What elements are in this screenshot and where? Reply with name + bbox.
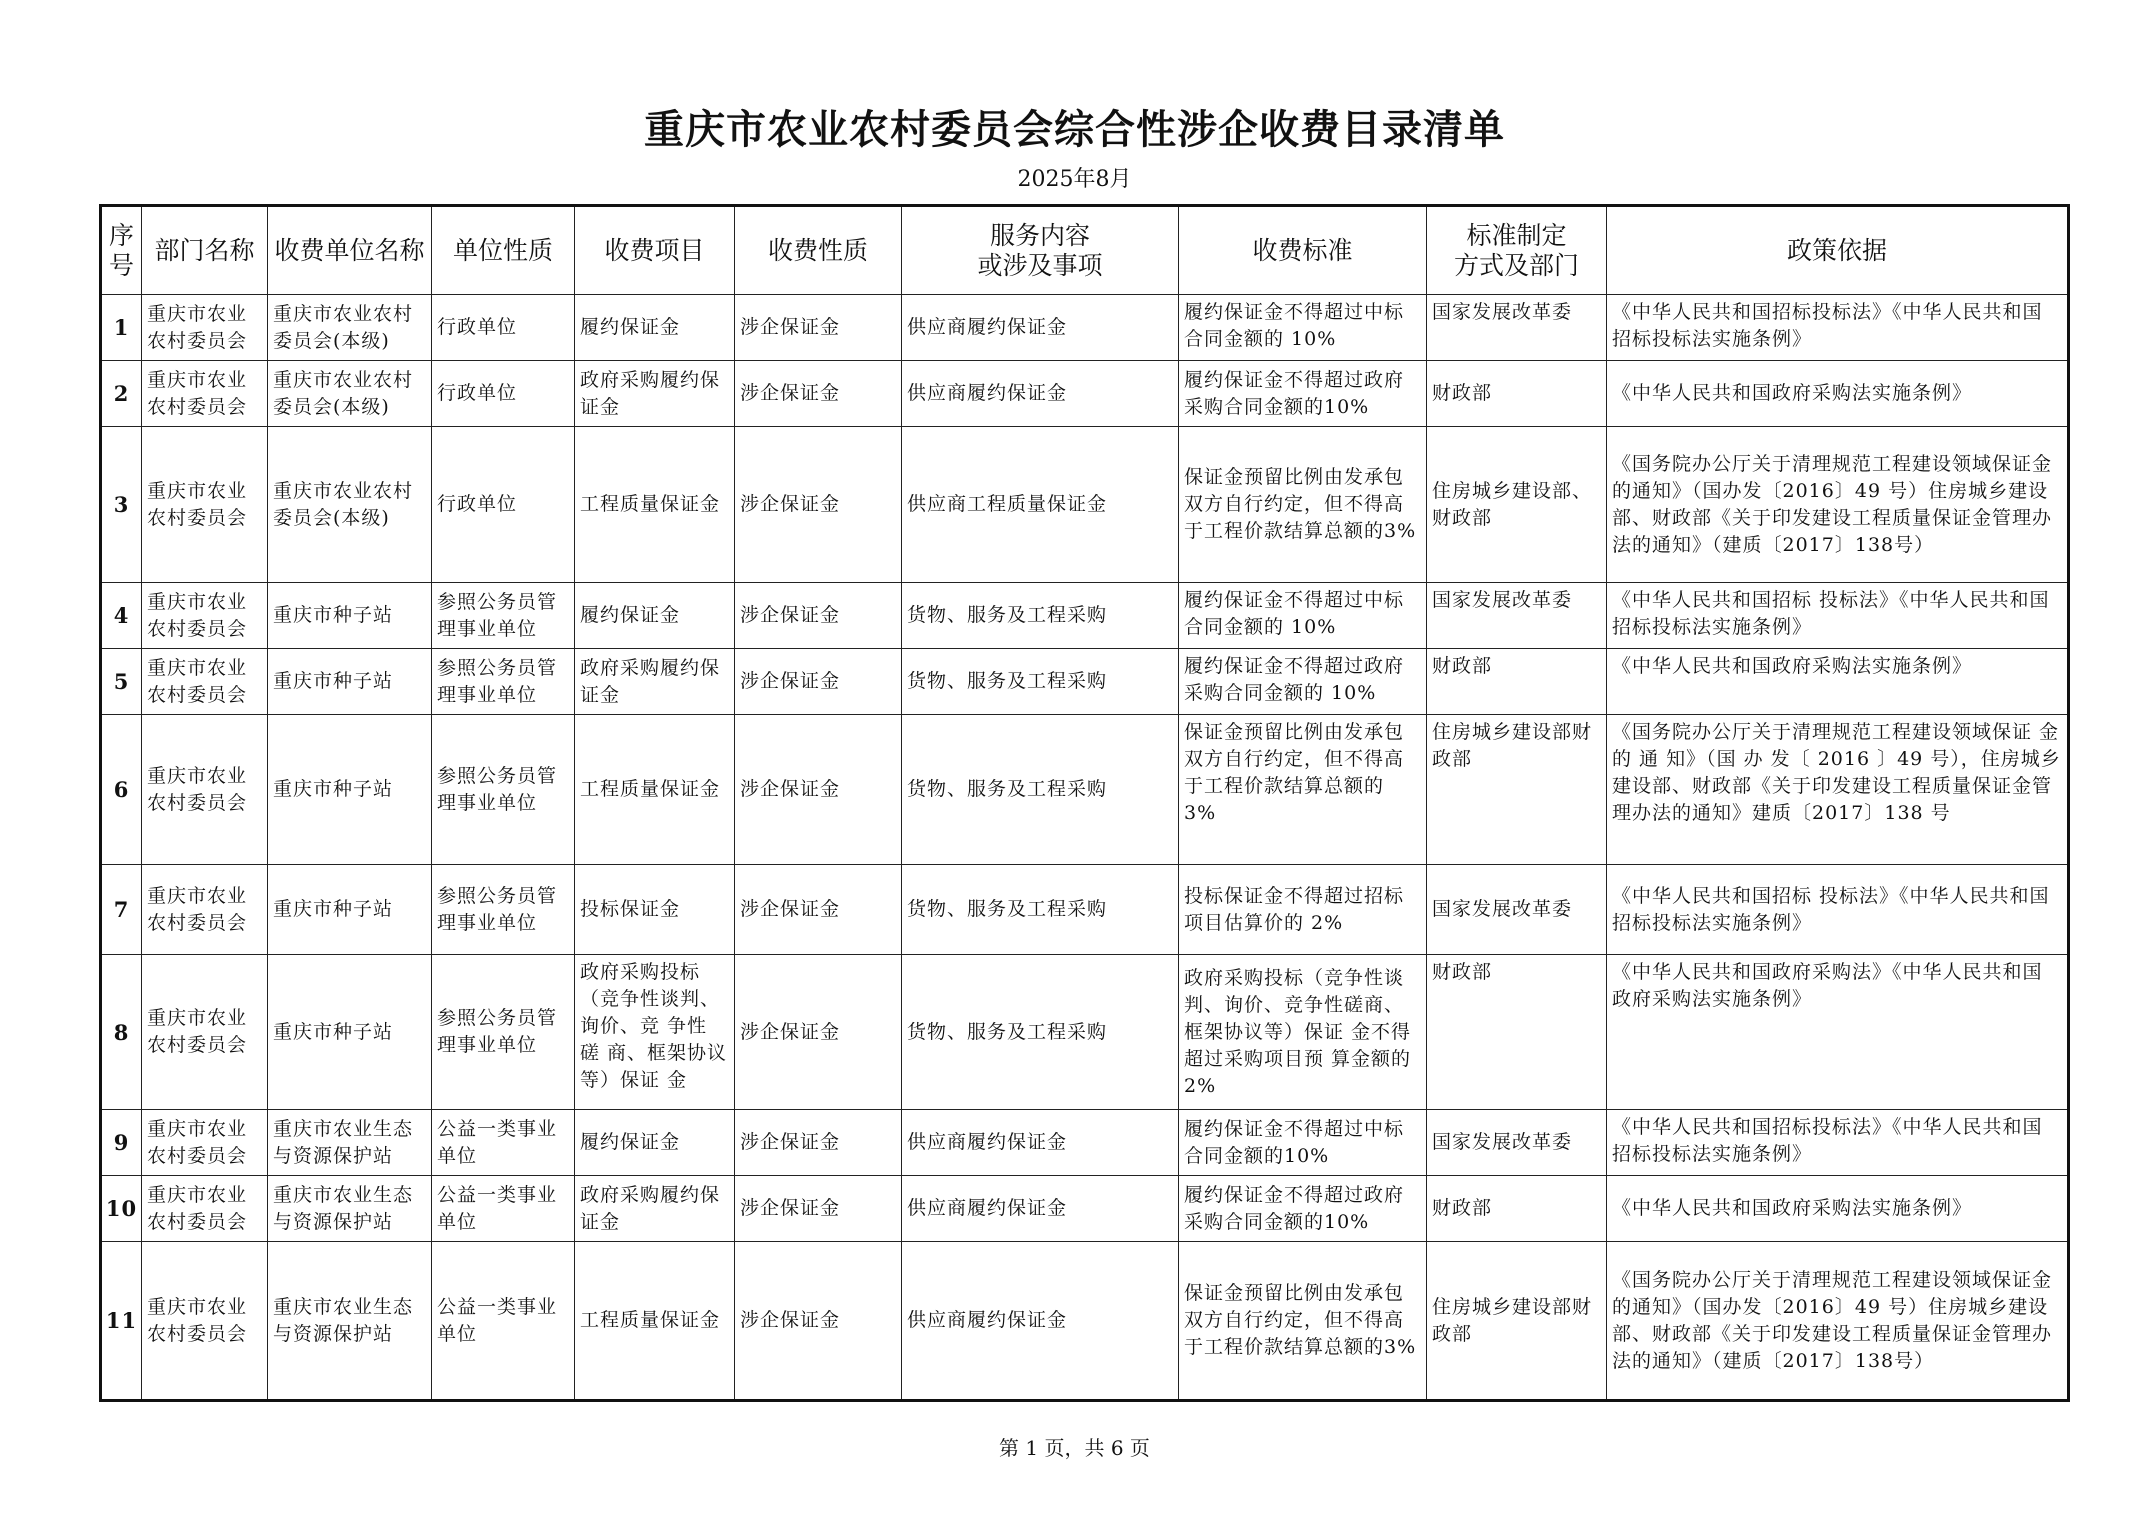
cell-service: 供应商工程质量保证金	[902, 427, 1179, 583]
cell-fee-item: 履约保证金	[575, 1110, 735, 1176]
cell-unit: 重庆市农业生态与资源保护站	[268, 1176, 432, 1242]
cell-unit-nature: 公益一类事业单位	[432, 1110, 575, 1176]
cell-department: 重庆市农业农村委员会	[142, 955, 268, 1110]
cell-maker: 住房城乡建设部财政部	[1427, 1242, 1607, 1401]
cell-index: 9	[101, 1110, 142, 1176]
cell-fee-item: 工程质量保证金	[575, 427, 735, 583]
cell-unit-nature: 参照公务员管理事业单位	[432, 649, 575, 715]
cell-unit: 重庆市农业生态与资源保护站	[268, 1110, 432, 1176]
cell-department: 重庆市农业农村委员会	[142, 295, 268, 361]
cell-maker: 国家发展改革委	[1427, 1110, 1607, 1176]
header-standard: 收费标准	[1179, 206, 1427, 295]
cell-index: 3	[101, 427, 142, 583]
cell-policy: 《中华人民共和国招标投标法》《中华人民共和国招标投标法实施条例》	[1607, 295, 2069, 361]
table-row	[101, 1110, 2069, 1176]
cell-fee-nature: 涉企保证金	[735, 1242, 902, 1401]
cell-maker: 财政部	[1427, 955, 1607, 1110]
cell-unit-nature: 公益一类事业单位	[432, 1242, 575, 1401]
cell-fee-item: 履约保证金	[575, 583, 735, 649]
header-index: 序 号	[101, 206, 142, 295]
cell-unit: 重庆市农业农村委员会(本级)	[268, 295, 432, 361]
cell-index: 2	[101, 361, 142, 427]
cell-standard: 履约保证金不得超过中标合同金额的 10%	[1179, 583, 1427, 649]
cell-standard: 投标保证金不得超过招标项目估算价的 2%	[1179, 865, 1427, 955]
table-header-row	[101, 206, 2069, 295]
cell-service: 货物、服务及工程采购	[902, 715, 1179, 865]
cell-index: 7	[101, 865, 142, 955]
cell-index: 4	[101, 583, 142, 649]
header-policy: 政策依据	[1607, 206, 2069, 295]
table-row	[101, 649, 2069, 715]
cell-service: 供应商履约保证金	[902, 295, 1179, 361]
cell-department: 重庆市农业农村委员会	[142, 865, 268, 955]
cell-fee-item: 政府采购投标（竞争性谈判、询价、竞 争性 磋 商、框架协议等）保证 金	[575, 955, 735, 1110]
table-row	[101, 715, 2069, 865]
cell-fee-nature: 涉企保证金	[735, 361, 902, 427]
cell-service: 货物、服务及工程采购	[902, 649, 1179, 715]
cell-policy: 《国务院办公厅关于清理规范工程建设领域保证 金 的 通 知》（国 办 发〔 2016 〕49 号），住房城乡建设部、财政部《关于印发建设工程质量保证金管理办法的通知》建质〔2017〕138 号	[1607, 715, 2069, 865]
cell-index: 5	[101, 649, 142, 715]
cell-unit: 重庆市种子站	[268, 649, 432, 715]
cell-fee-nature: 涉企保证金	[735, 955, 902, 1110]
cell-fee-item: 政府采购履约保证金	[575, 1176, 735, 1242]
cell-service: 货物、服务及工程采购	[902, 955, 1179, 1110]
table-row	[101, 1176, 2069, 1242]
cell-unit-nature: 行政单位	[432, 295, 575, 361]
cell-maker: 住房城乡建设部、财政部	[1427, 427, 1607, 583]
cell-unit: 重庆市农业农村委员会(本级)	[268, 427, 432, 583]
cell-fee-nature: 涉企保证金	[735, 649, 902, 715]
cell-unit-nature: 参照公务员管理事业单位	[432, 583, 575, 649]
table-row	[101, 955, 2069, 1110]
cell-policy: 《中华人民共和国政府采购法实施条例》	[1607, 1176, 2069, 1242]
cell-service: 供应商履约保证金	[902, 1110, 1179, 1176]
cell-policy: 《国务院办公厅关于清理规范工程建设领域保证金的通知》（国办发〔2016〕49 号）住房城乡建设部、财政部《关于印发建设工程质量保证金管理办法的通知》（建质〔2017〕138号）	[1607, 1242, 2069, 1401]
cell-fee-item: 工程质量保证金	[575, 1242, 735, 1401]
cell-unit-nature: 参照公务员管理事业单位	[432, 715, 575, 865]
cell-maker: 国家发展改革委	[1427, 583, 1607, 649]
cell-fee-nature: 涉企保证金	[735, 295, 902, 361]
table-row	[101, 865, 2069, 955]
cell-service: 供应商履约保证金	[902, 361, 1179, 427]
cell-standard: 履约保证金不得超过中标合同金额的10%	[1179, 1110, 1427, 1176]
cell-unit: 重庆市农业生态与资源保护站	[268, 1242, 432, 1401]
table-row	[101, 295, 2069, 361]
cell-department: 重庆市农业农村委员会	[142, 583, 268, 649]
cell-policy: 《中华人民共和国招标投标法》《中华人民共和国招标投标法实施条例》	[1607, 1110, 2069, 1176]
cell-index: 11	[101, 1242, 142, 1401]
cell-unit-nature: 参照公务员管理事业单位	[432, 865, 575, 955]
fee-catalog-table	[99, 204, 2070, 1402]
cell-policy: 《中华人民共和国政府采购法实施条例》	[1607, 361, 2069, 427]
cell-fee-nature: 涉企保证金	[735, 583, 902, 649]
cell-fee-nature: 涉企保证金	[735, 865, 902, 955]
cell-standard: 履约保证金不得超过政府采购合同金额的 10%	[1179, 649, 1427, 715]
table-row	[101, 1242, 2069, 1401]
cell-index: 10	[101, 1176, 142, 1242]
cell-unit-nature: 行政单位	[432, 427, 575, 583]
cell-service: 供应商履约保证金	[902, 1176, 1179, 1242]
cell-department: 重庆市农业农村委员会	[142, 1110, 268, 1176]
header-unit: 收费单位名称	[268, 206, 432, 295]
cell-index: 6	[101, 715, 142, 865]
cell-service: 货物、服务及工程采购	[902, 583, 1179, 649]
cell-standard: 保证金预留比例由发承包双方自行约定，但不得高于工程价款结算总额的3%	[1179, 1242, 1427, 1401]
cell-unit: 重庆市种子站	[268, 865, 432, 955]
cell-fee-nature: 涉企保证金	[735, 427, 902, 583]
cell-standard: 履约保证金不得超过中标合同金额的 10%	[1179, 295, 1427, 361]
cell-fee-item: 政府采购履约保证金	[575, 361, 735, 427]
cell-department: 重庆市农业农村委员会	[142, 715, 268, 865]
header-maker: 标准制定 方式及部门	[1427, 206, 1607, 295]
cell-department: 重庆市农业农村委员会	[142, 1176, 268, 1242]
cell-department: 重庆市农业农村委员会	[142, 361, 268, 427]
cell-standard: 政府采购投标（竞争性谈判、询价、竞争性磋商、框架协议等）保证 金不得超过采购项目预 算金额的 2%	[1179, 955, 1427, 1110]
cell-policy: 《中华人民共和国政府采购法实施条例》	[1607, 649, 2069, 715]
cell-standard: 履约保证金不得超过政府采购合同金额的10%	[1179, 1176, 1427, 1242]
header-unit-nature: 单位性质	[432, 206, 575, 295]
cell-standard: 履约保证金不得超过政府采购合同金额的10%	[1179, 361, 1427, 427]
table-row	[101, 583, 2069, 649]
cell-fee-item: 工程质量保证金	[575, 715, 735, 865]
cell-unit: 重庆市种子站	[268, 715, 432, 865]
cell-policy: 《中华人民共和国招标 投标法》《中华人民共和国招标投标法实施条例》	[1607, 865, 2069, 955]
header-fee-item: 收费项目	[575, 206, 735, 295]
header-service: 服务内容 或涉及事项	[902, 206, 1179, 295]
cell-standard: 保证金预留比例由发承包双方自行约定，但不得高于工程价款结算总额的 3%	[1179, 715, 1427, 865]
header-fee-nature: 收费性质	[735, 206, 902, 295]
cell-maker: 国家发展改革委	[1427, 295, 1607, 361]
cell-service: 供应商履约保证金	[902, 1242, 1179, 1401]
cell-standard: 保证金预留比例由发承包双方自行约定，但不得高于工程价款结算总额的3%	[1179, 427, 1427, 583]
cell-maker: 国家发展改革委	[1427, 865, 1607, 955]
cell-service: 货物、服务及工程采购	[902, 865, 1179, 955]
cell-maker: 住房城乡建设部财政部	[1427, 715, 1607, 865]
cell-maker: 财政部	[1427, 1176, 1607, 1242]
cell-policy: 《中华人民共和国政府采购法》《中华人民共和国政府采购法实施条例》	[1607, 955, 2069, 1110]
cell-department: 重庆市农业农村委员会	[142, 1242, 268, 1401]
cell-department: 重庆市农业农村委员会	[142, 649, 268, 715]
cell-fee-nature: 涉企保证金	[735, 1110, 902, 1176]
document-date: 2025年8月	[1017, 167, 1132, 192]
cell-unit-nature: 公益一类事业单位	[432, 1176, 575, 1242]
cell-unit: 重庆市种子站	[268, 583, 432, 649]
cell-index: 1	[101, 295, 142, 361]
cell-maker: 财政部	[1427, 649, 1607, 715]
cell-department: 重庆市农业农村委员会	[142, 427, 268, 583]
cell-unit: 重庆市种子站	[268, 955, 432, 1110]
page-footer: 第 1 页，共 6 页	[999, 1436, 1150, 1460]
cell-policy: 《国务院办公厅关于清理规范工程建设领域保证金的通知》（国办发〔2016〕49 号）住房城乡建设部、财政部《关于印发建设工程质量保证金管理办法的通知》（建质〔2017〕138号）	[1607, 427, 2069, 583]
cell-unit-nature: 参照公务员管理事业单位	[432, 955, 575, 1110]
page-title: 重庆市农业农村委员会综合性涉企收费目录清单	[644, 106, 1505, 153]
cell-index: 8	[101, 955, 142, 1110]
cell-fee-item: 政府采购履约保证金	[575, 649, 735, 715]
cell-unit-nature: 行政单位	[432, 361, 575, 427]
cell-policy: 《中华人民共和国招标 投标法》《中华人民共和国招标投标法实施条例》	[1607, 583, 2069, 649]
header-department: 部门名称	[142, 206, 268, 295]
cell-maker: 财政部	[1427, 361, 1607, 427]
table-row	[101, 361, 2069, 427]
cell-fee-item: 履约保证金	[575, 295, 735, 361]
cell-fee-nature: 涉企保证金	[735, 1176, 902, 1242]
table-row	[101, 427, 2069, 583]
cell-unit: 重庆市农业农村委员会(本级)	[268, 361, 432, 427]
cell-fee-item: 投标保证金	[575, 865, 735, 955]
cell-fee-nature: 涉企保证金	[735, 715, 902, 865]
